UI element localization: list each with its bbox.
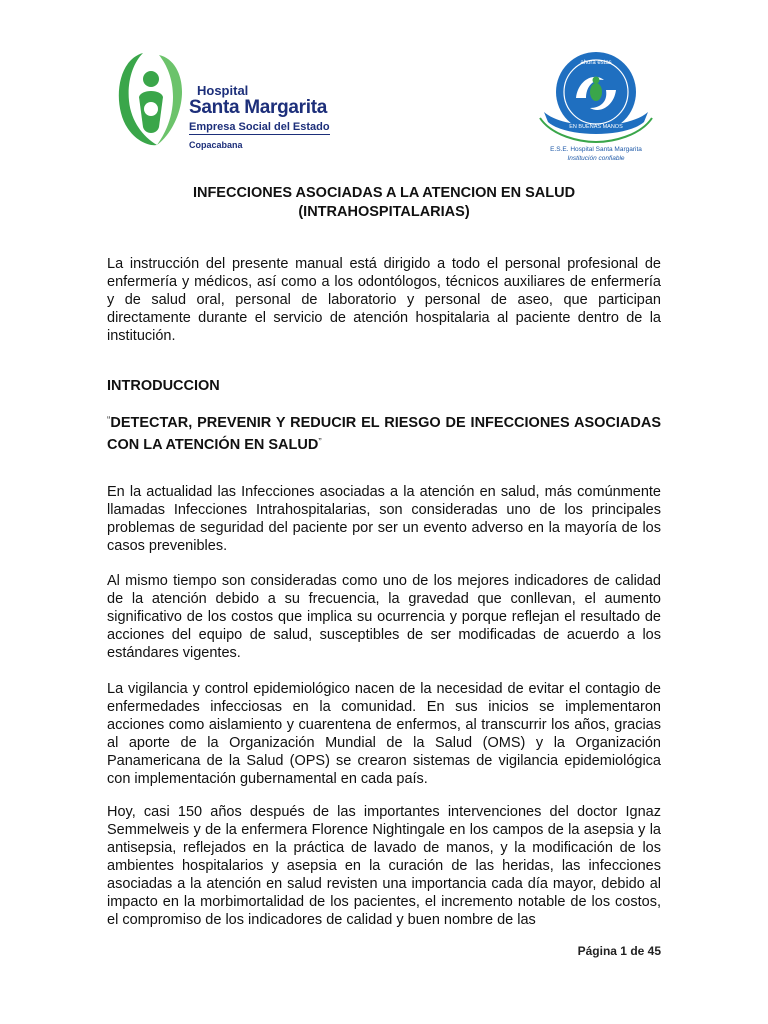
quote-text: DETECTAR, PREVENIR Y REDUCIR EL RIESGO DE INFECCIONES ASOCIADAS CON LA ATENCIÓN EN SALUD xyxy=(107,415,661,453)
seal-caption-line2: Institución confiable xyxy=(567,155,625,162)
hospital-logo-left xyxy=(113,45,328,150)
quote-close-mark: ” xyxy=(318,437,322,448)
hospital-logo-right xyxy=(534,46,658,164)
logo-hospital-label: Hospital xyxy=(197,83,249,98)
page-number: Página 1 de 45 xyxy=(577,944,661,958)
document-title xyxy=(107,184,661,222)
body-paragraph-4: Hoy, casi 150 años después de las importantes intervenciones del doctor Ignaz Semmelweis y de la enfermera Florence Nightingale en los campos de la asepsia y la antisepsia, reflejados en la práctica de lavado de manos, y la modificación de los ambientes hospitalarios y asepsia en la curación de las heridas, las infecciones asociadas a la atención en salud revisten una importancia cada día mayor, debido al impacto en la morbimortalidad de los pacientes, el incremento notable de los costos, el compromiso de los indicadores de calidad y buen nombre de las xyxy=(107,804,661,928)
logo-hospital-subtitle: Empresa Social del Estado xyxy=(189,121,330,133)
hands-seal-icon xyxy=(534,46,658,146)
logo-hospital-name: Santa Margarita xyxy=(189,97,328,118)
logo-hospital-city: Copacabana xyxy=(189,140,243,150)
body-paragraph-3: La vigilancia y control epidemiológico nacen de la necesidad de evitar el contagio de enfermedades infecciosas en la comunidad. En sus inicios se implementaron acciones como aislamiento y cuarentena de enfermos, al transcurrir los años, gracias al aporte de la Organización Mundial de la Salud (OMS) y la Organización Panamericana de la Salud (OPS) se crearon sistemas de vigilancia epidemiológica con implementación gubernamental en cada país. xyxy=(107,681,661,787)
seal-ribbon-text: EN BUENAS MANOS xyxy=(569,124,623,130)
document-title-line1: INFECCIONES ASOCIADAS A LA ATENCION EN SALUD xyxy=(192,185,576,201)
hospital-emblem-icon xyxy=(113,45,193,150)
seal-arc-text: ahora estas xyxy=(580,60,612,66)
mission-quote xyxy=(107,411,661,455)
body-paragraph-1: En la actualidad las Infecciones asociadas a la atención en salud, más comúnmente llamadas Infecciones Intrahospitalarias, son consideradas uno de los principales problemas de seguridad del paciente por ser un evento adverso en la mayoría de los casos prevenibles. xyxy=(107,484,661,554)
section-heading: INTRODUCCION xyxy=(107,378,220,394)
seal-caption-line1: E.S.E. Hospital Santa Margarita xyxy=(550,146,642,153)
quote-open-mark: “ xyxy=(107,415,111,426)
body-paragraph-2: Al mismo tiempo son consideradas como uno de los mejores indicadores de calidad de la atención debido a su frecuencia, la gravedad que conllevan, el aumento significativo de los costos que implica su ocurrencia y porque reflejan el resultado de acciones del equipo de salud, susceptibles de ser modificadas de acuerdo a los estándares vigentes. xyxy=(107,573,661,661)
document-title-line2: (INTRAHOSPITALARIAS) xyxy=(298,204,470,220)
intro-paragraph: La instrucción del presente manual está dirigido a todo el personal profesional de enfermería y médicos, así como a los odontólogos, técnicos auxiliares de enfermería y de salud oral, personal de laboratorio y personal de aseo, que participan directamente durante el servicio de atención hospitalaria al paciente dentro de la institución. xyxy=(107,256,661,344)
